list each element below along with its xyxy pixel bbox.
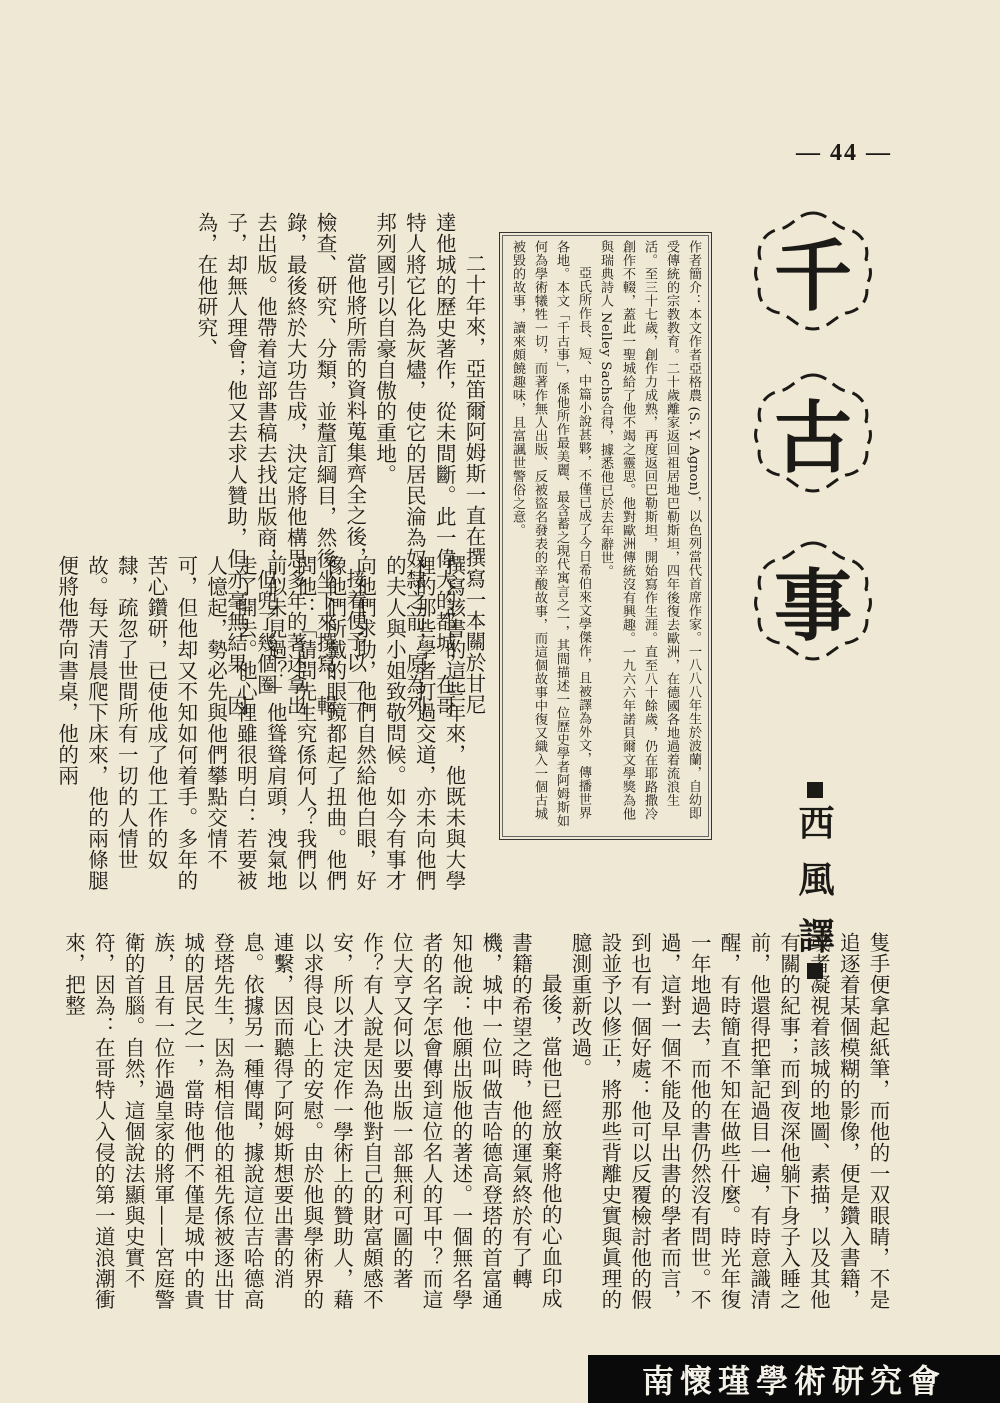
institution-banner: 南懷瑾學術研究會 (588, 1355, 1000, 1403)
intro-paragraph: 亞氏所作長、短、中篇小說甚夥，不僅已成了今日希伯來文學傑作，且被譯為外文，傳播世界各地。本文「千古事」，係他所作最美麗、最含蓄之現代寓言之一，其間描述一位歷史學者阿姆斯如何為學術犧牲一切，而著作無人出版、反被盜名發表的辛酸故事，而這個故事中復又織入一個古城被毀的故事，讀來頗饒趣味，且富諷世警俗之意。 (510, 240, 591, 828)
title-character: 古 (773, 393, 852, 484)
title-char-frame (748, 535, 878, 665)
body-paragraph: 最後，當他已經放棄將他的心血印成書籍的希望之時，他的運氣終於有了轉機，城中一位叫做吉哈德高登塔的首富通知他說：他願出版他的著述。一個無名學者的名字怎會傳到這位名人的耳中？而這位大亨又何以要出版一部無利可圖的著作？有人說是因為他對自己的財富頗感不安，所以才決定作一學術上的贊助人，藉以求得良心上的安慰。由於他與學術界的連繫，因而聽得了阿姆斯想要出書的消息。依據另一種傳聞，據說這位吉哈德高登塔先生，因為相信他的祖先係被逐出甘城的居民之一，當時他們不僅是城中的貴族，且有一位作過皇家的將軍——宮庭警衛的首腦。自然，這個說法顯與史實不符，因為：在哥特人入侵的第一道浪潮衝來，把整 (61, 932, 563, 1310)
body-paragraph: 二十年來，亞笛爾阿姆斯一直在撰寫一本關於甘尼達他城的歷史著作，從未間斷。此一偉大的都城，在哥特人將它化為灰燼，使它的居民淪為奴隸之前，原為列邦列國引以自豪自傲的重地。 (372, 212, 486, 716)
title-character: 千 (773, 231, 852, 322)
body-paragraph: 隻手便拿起紙筆，而他的一双眼睛，不是追逐着某個模糊的影像，便是鑽入書籍，或者凝視着該城的地圖、素描，以及其他有關的紀事；而到夜深他躺下身子入睡之前，他還得把筆記過目一遍，有時意識清醒，有時簡直不知在做些什麼。時光年復一年地過去，而他的書仍然沒有問世。不過，這對一個不能及早出書的學者而言，到也有一個好處：他可以反覆檢討他的假設並予以修正，將那些背離史實與眞理的臆測重新改過。 (568, 932, 890, 1310)
square-bullet-icon (807, 782, 823, 798)
translator-name: 西 風 譯 (793, 804, 835, 958)
title-char-frame (748, 367, 878, 497)
intro-paragraph: 作者簡介：本文作者亞格農 (S. Y. Agnon)，以色列當代首席作家。一八八八年生於波蘭，自幼即受傳統的宗教教育。二十歲離家返回祖居地巴勒斯坦，四年後復去歐洲，在德國各地過着流浪生活。至三十七歲，創作力成熟，再度返回巴勒斯坦，開始寫作生涯。直至八十餘歲，仍在耶路撒冷創作不輟，蓋此一聖城給了他不竭之靈思。他對歐洲傳統沒有興趣。一九六六年諾貝爾文學獎為他與瑞典詩人 Nelley Sachs合得，據悉他已於去年辭世。 (598, 240, 701, 821)
body-paragraph: 撰寫該書的這些年來，他既未與大學裡的那些學者打過交道，亦未向他們的夫人與小姐致敬問候。如今有事才向他們求助，他們自然給他白眼，好像他們所戴的眼鏡都起了扭曲。他們問他：「請問先生究係何人？我們以前似未見過？」他聳聳肩頭，洩氣地走了開去。他心裡雖很明白：若要被人憶起，勢必先與他們攀點交情不可，但他却又不知如何着手。多年的苦心鑽研，已使他成了他工作的奴隸，疏忽了世間所有一切的人情世故。每天清晨爬下床來，他的兩條腿便將他帶向書桌，他的兩 (54, 555, 466, 891)
title-char-frame (748, 205, 878, 335)
body-paragraph: 當他將所需的資料蒐集齊全之後，接着便予以一一檢查、研究、分類，並釐訂綱目，然後坐下來撰寫、輯錄，最後終於大功告成，決定將他構思多年的著述拿出去出版。他帶着這部書稿去找出版商，但兜了幾個圈子，却無人理會；他又去求人贊助，但亦毫無結果。因為，在他研究、 (193, 212, 367, 716)
body-middle-block (54, 555, 468, 905)
title-character: 事 (773, 561, 852, 652)
page-number: — 44 — (796, 140, 892, 166)
body-lower-block (61, 932, 892, 1310)
author-intro-text (506, 240, 704, 832)
